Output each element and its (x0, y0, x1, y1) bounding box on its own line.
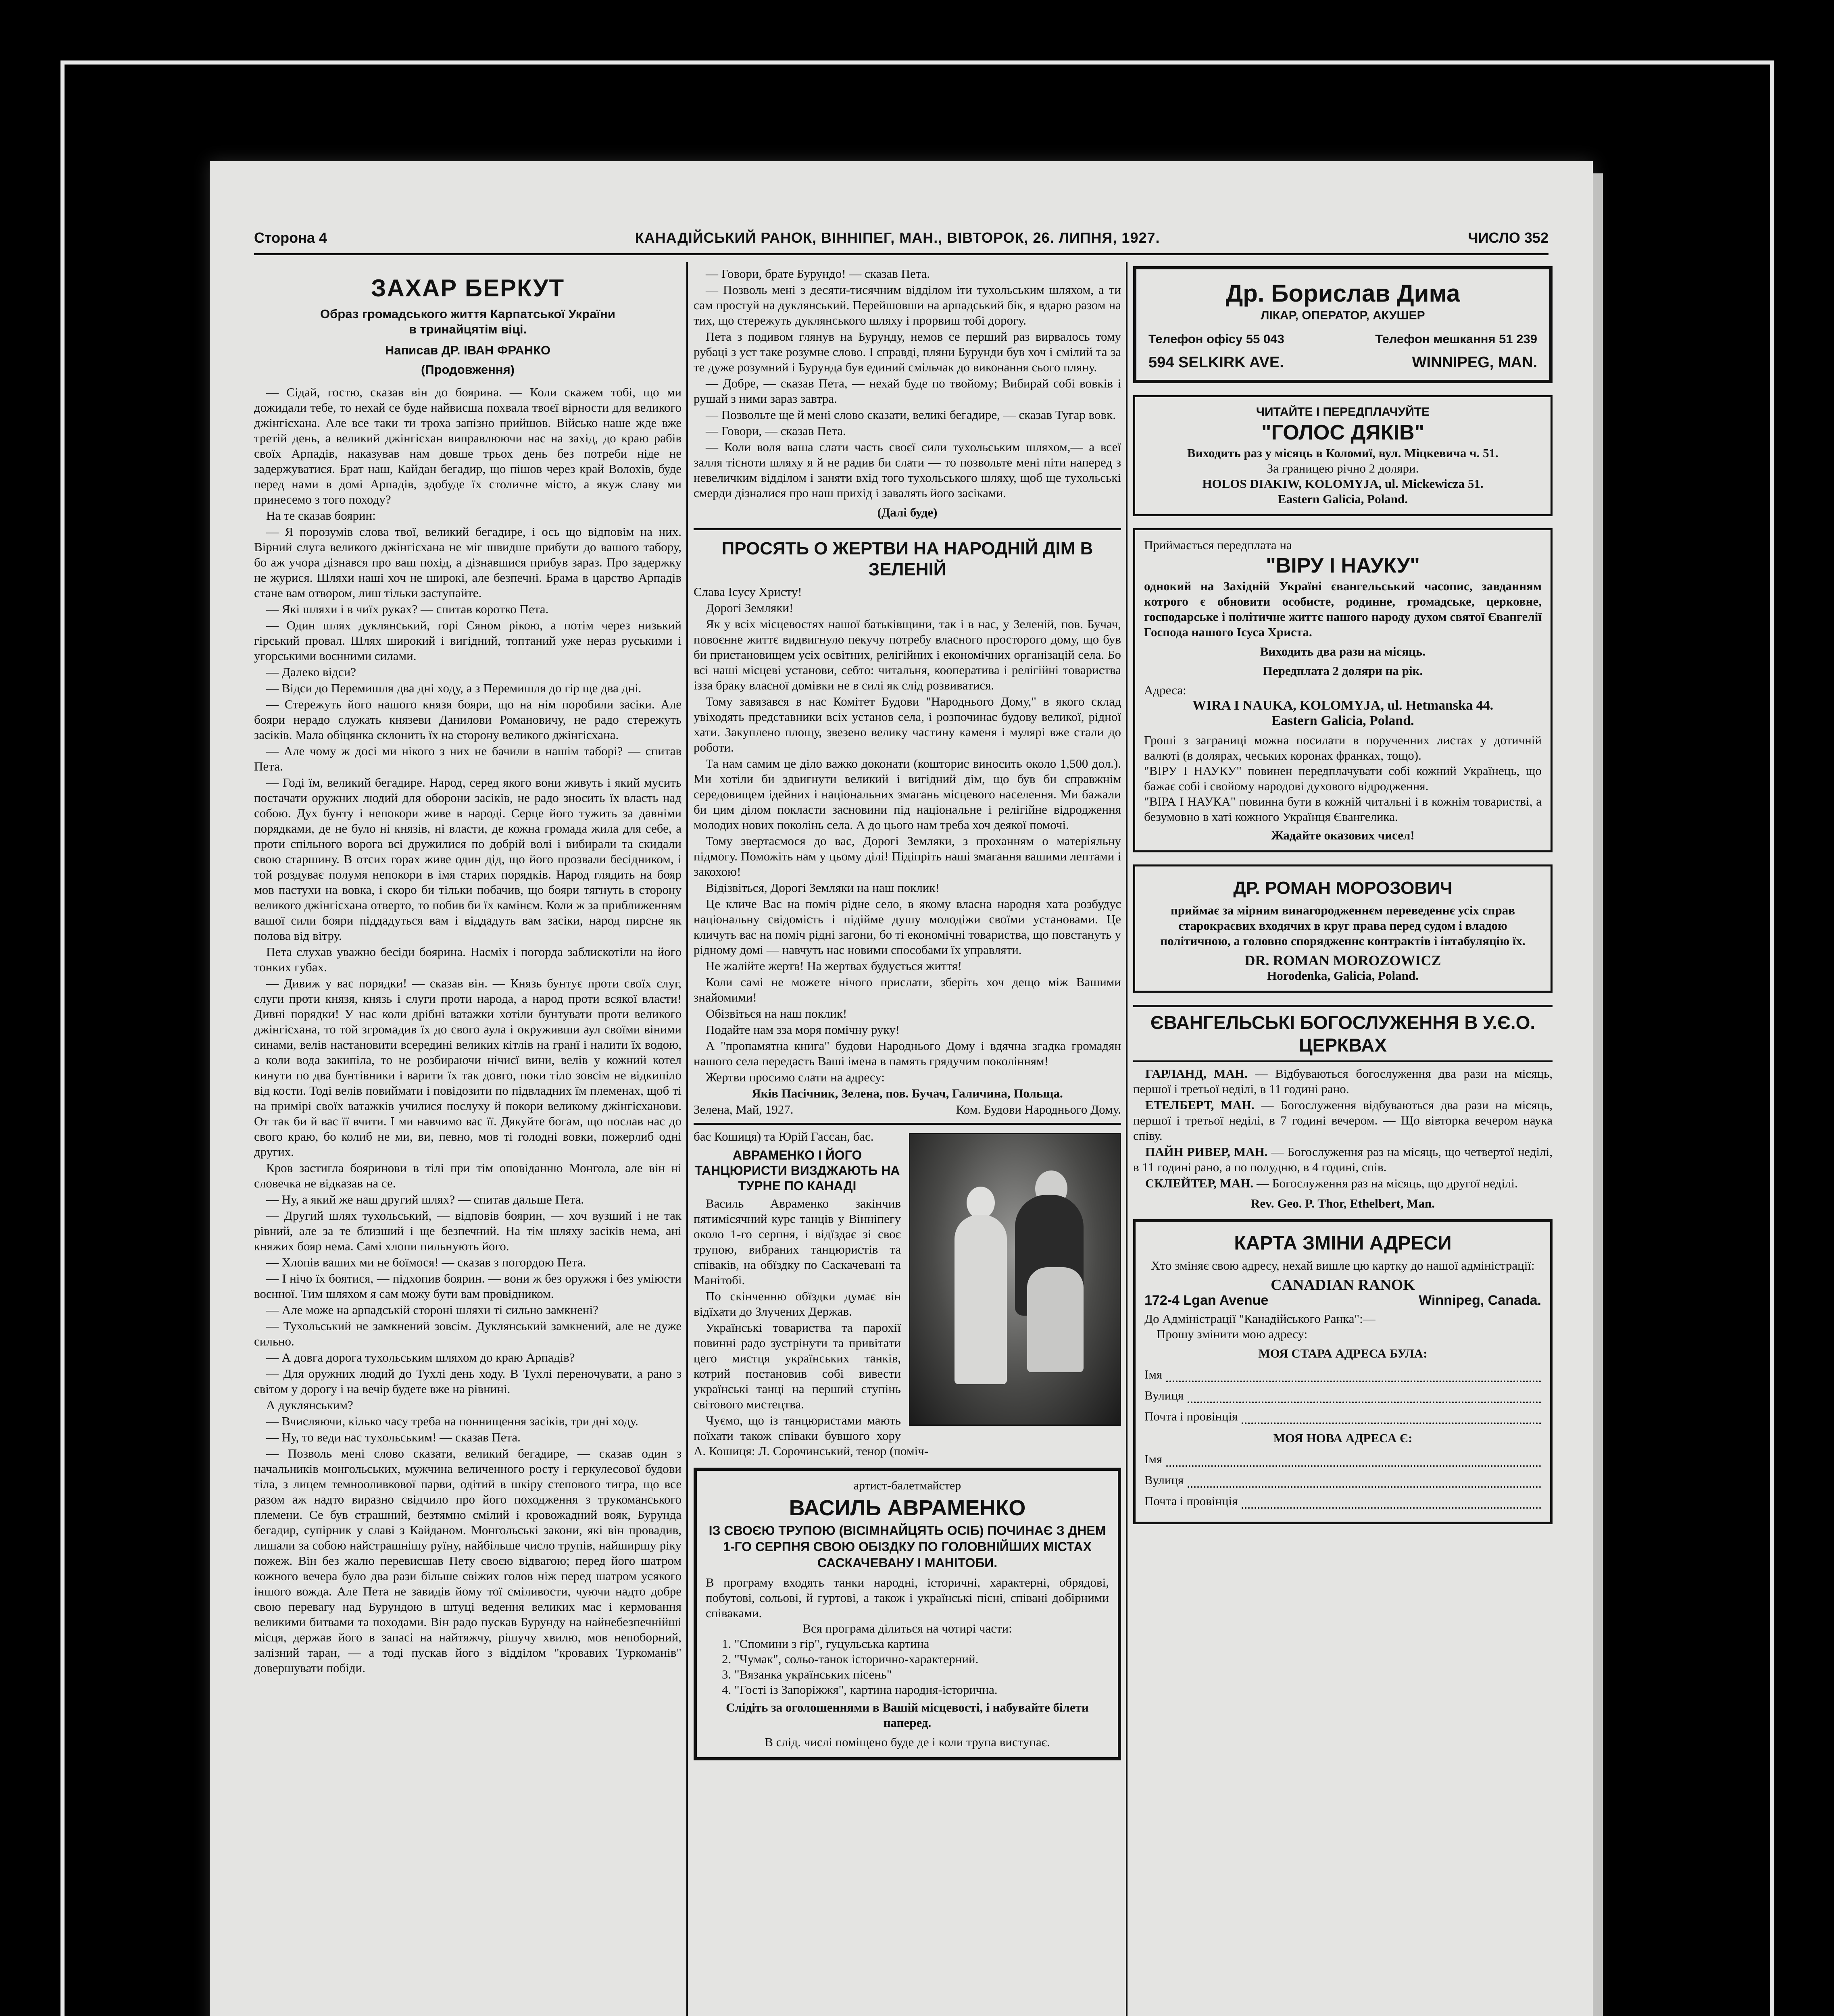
vira-title: "ВІРУ І НАУКУ" (1266, 554, 1420, 577)
lawyer-name: ДР. РОМАН МОРОЗОВИЧ (1233, 878, 1453, 898)
masthead-title: КАНАДІЙСЬКИЙ РАНОК, ВІННІПЕГ, МАН., ВІВТОРОК, 26. ЛИПНЯ, 1927. (635, 229, 1160, 246)
page-number: Сторона 4 (254, 229, 327, 246)
service-text: — Богослуження відбуваються два рази на місяць, першої і третьої неділі, в 7 годині вечером. — Що вівторка вечером наука співу. (1133, 1098, 1553, 1143)
appeal-body (694, 616, 1121, 1085)
paragraph: Подайте нам зза моря помічну руку! (706, 1023, 900, 1037)
dancers-photo (909, 1133, 1121, 1426)
program-part: 3. "Вязанка українських пісень" (722, 1667, 892, 1681)
vira-p3: "ВІРА І НАУКА" повинна бути в кожній читальні і в кожнім товаристві, а безумовно в хаті кожного Українця Євангелика. (1144, 794, 1542, 824)
new-name-field[interactable]: Імя (1144, 1452, 1541, 1467)
services-list (1133, 1066, 1553, 1191)
paragraph: Не жалійте жертв! На жертвах будується життя! (706, 959, 962, 973)
vira-freq: Виходить два рази на місяць. (1260, 644, 1426, 658)
to-be-continued: (Далі буде) (877, 505, 938, 519)
newspaper-page (210, 161, 1593, 2016)
paragraph: Чуємо, що із танцюристами мають поїхати також співаки бувшого хору А. Кошиця: Л. Сорочинський, тенор (поміч- (694, 1413, 929, 1458)
vira-p4: Жадайте оказових чисел! (1271, 828, 1415, 842)
new-address-title: МОЯ НОВА АДРЕСА Є: (1273, 1431, 1413, 1445)
paragraph: — Позволь мені з десяти-тисячним відділом іти тухольським шляхом, а ти сам простуй на дуклянський. Перейшовши на арпадський бік, я вдарю разом на тих, що стережуть дуклянського шляху і прорвиш тобі дорогу. (694, 283, 1121, 327)
avramenko-cont: бас Кошиця) та Юрій Гассан, бас. (694, 1129, 874, 1143)
column-1 (254, 266, 681, 2016)
service-place: СКЛЕЙТЕР, МАН. (1145, 1176, 1254, 1190)
old-post-field[interactable]: Почта і провінція (1144, 1409, 1541, 1424)
service-place: ГАРЛАНД, МАН. (1145, 1066, 1248, 1081)
address-card-intro: Хто зміняє свою адресу, нехай вишле цю картку до нашої адміністрації: (1151, 1258, 1535, 1272)
paragraph: — Ну, то веди нас тухольським! — сказав Пета. (266, 1430, 521, 1444)
appeal-committee: Ком. Будови Народнього Дому. (956, 1102, 1121, 1116)
doctor-address (1148, 355, 1537, 370)
paragraph: Кров застигла бояринови в тілі при тім оповіданню Монгола, але він ні словечка не відказав на се. (254, 1161, 681, 1190)
section-rule (694, 1123, 1121, 1125)
vira-addr1: WIRA I NAUKA, KOLOMYJA, ul. Hetmanska 44. (1192, 698, 1494, 713)
vira-lead: Приймається передплата на (1144, 538, 1292, 552)
paragraph: — Вчисляючи, кілько часу треба на поннищення засіків, три дні ходу. (266, 1414, 638, 1428)
address-card-to-admin: До Адміністрації "Канадійського Ранка":— (1144, 1312, 1376, 1326)
column-2 (694, 266, 1121, 1772)
paragraph: Та нам самим це діло важко доконати (кошторис виносить около 1,500 дол.). Ми хотіли би здвигнути великий і вигідний дім, що був би справжнім середовищем ідейних і національних змагань місцевого населення. Ми бажали би цим ділом покласти засновини під національне і релігійне відродження молодих нових поколінь села. А до цього нам треба хоч деякої помочі. (694, 756, 1121, 832)
lawyer-ad (1133, 864, 1553, 993)
avramenko-title: АВРАМЕНКО І ЙОГО ТАНЦЮРИСТИ ВИЗДЖАЮТЬ НА ТУРНЕ ПО КАНАДІ (694, 1148, 900, 1193)
program-part: 4. "Гості із Запоріжжя", картина народня-історична. (722, 1683, 998, 1697)
vira-addr2: Eastern Galicia, Poland. (1271, 713, 1414, 728)
paragraph: Українські товариства та парохії повинні радо зустрінути та привітати цего мистця українських танків, котрий постановив собі вивести українські танці на перший ступінь світового мистецтва. (694, 1320, 901, 1411)
paragraph: Пета з подивом глянув на Бурунду, немов се перший раз вирвалось тому рубаці з уст таке розумне слово. І справді, пляни Бурунди був хоч і смілий та за те дуже розумний і Бурунда був единий смільчак до виконання сього пляну. (694, 329, 1121, 374)
story-title: ЗАХАР БЕРКУТ (371, 275, 565, 302)
paragraph: — Які шляхи і в чиїх руках? — спитав коротко Пета. (266, 602, 549, 616)
old-street-field[interactable]: Вулиця (1144, 1388, 1541, 1403)
concert-name: ВАСИЛЬ АВРАМЕНКО (789, 1496, 1026, 1520)
paragraph: — Стережуть його нашого князя бояри, що на нім поробили засіки. Але бояри нерадо служать князеви Данилови Романовичу, не радо стережуть засіків. Мала обіцянка склонить їх на сторону великого джінгісхана. (254, 697, 681, 742)
appeal-date: Зелена, Май, 1927. (694, 1102, 794, 1116)
golos-lead: ЧИТАЙТЕ І ПЕРЕДПЛАЧУЙТЕ (1256, 405, 1430, 419)
vira-desc: однокий на Західній Україні євангельський часопис, завданням котрого є обновити особисте, родинне, громадське, церковне, господарське і політичне життє нашого народу духом святої Євангелії Господа нашого Ісуса Христа. (1144, 579, 1542, 639)
paragraph: Тому звертаємося до вас, Дорогі Земляки, з проханням о матеріяльну підмогу. Поможіть нам у цьому ділі! Підіпріть наші змагання вашими лептами і закохою! (694, 834, 1121, 879)
paragraph: По скінченню обїздки думає він відїхати до Злучених Держав. (694, 1289, 901, 1318)
paragraph: — Один шлях дуклянський, горі Сяном рікою, а потім через низький гірський провал. Шлях широкий і вигідний, топтаний уже нераз руськими і угорськими воєнними силами. (254, 618, 681, 663)
vira-p1: Гроші з заграниці можна посилати в порученних листах у дотичній валюті (в долярах, чеських коронах франках, тощо). (1144, 733, 1542, 762)
address-card-street: 172-4 Lgan Avenue (1144, 1293, 1269, 1308)
service-text: — Відбуваються богослуження два рази на місяць, першої і третьої неділі, в 11 годині рано. (1133, 1066, 1553, 1096)
service-text: — Богослуження раз на місяць, що другої неділі. (1256, 1176, 1518, 1190)
paragraph: — Далеко відси? (266, 665, 356, 679)
paragraph: — Відси до Перемишля два дні ходу, а з Перемишля до гір ще два дні. (266, 681, 642, 695)
paragraph: А дуклянським? (266, 1398, 353, 1412)
address-card-org: CANADIAN RANOK (1271, 1277, 1415, 1293)
paragraph: Василь Авраменко закінчив пятимісячний курс танців у Вінніпегу около 1-го серпня, і відїздає зі своє трупою, вибраних танцюристів та співаків, на обїздку по Саскачевані та Манітобі. (694, 1196, 901, 1287)
program-part: 1. "Спомини з гір", гуцульська картина (722, 1637, 930, 1651)
story-continued: (Продовження) (421, 362, 515, 377)
doctor-phone-office: Телефон офісу 55 043 (1148, 332, 1284, 346)
service-text: — Богослуження раз на місяць, що четвертої неділі, в 11 годині рано, а по полудню, в 4 годині, спів. (1133, 1145, 1553, 1174)
paragraph: — Другий шлях тухольський, — відповів боярин, — хоч вузший і не так рівний, але за те близший і ще безпечний. На тім шляху засіків нема, ані княжих бояр нема. Самі хлопи пильнують його. (254, 1208, 681, 1253)
vira-p2: "ВІРУ І НАУКУ" повинен передплачувати собі кожний Українець, що бажає собі і свойому народові духового відродження. (1144, 764, 1542, 793)
page-edge (1593, 173, 1603, 2016)
golos-ad (1133, 395, 1553, 516)
story-body-2 (694, 266, 1121, 501)
column-3 (1133, 266, 1553, 1536)
paragraph: Це кличе Вас на поміч рідне село, в якому власна народня хата розбудує національну свідомість і підійме душу молодіжи своїми установами. Це кличуть вас на поміч рідні загони, бо ті економічні товариства, що повстануть у рідному домі — навчуть нас новими способами їх управляти. (694, 897, 1121, 957)
paragraph: Відізвіться, Дорогі Земляки на наш поклик! (706, 881, 940, 895)
old-address-title: МОЯ СТАРА АДРЕСА БУЛА: (1258, 1346, 1428, 1360)
doctor-city: WINNIPEG, MAN. (1412, 354, 1537, 371)
paragraph: — Хлопів ваших ми не боїмося! — сказав з погордою Пета. (266, 1255, 586, 1269)
service-item (1133, 1176, 1553, 1191)
paragraph: — Добре, — сказав Пета, — нехай буде по твойому; Вибирай собі вовків і рушай з ними зараз завтра. (694, 376, 1121, 406)
concert-lead: ІЗ СВОЄЮ ТРУПОЮ (ВІСІМНАЙЦЯТЬ ОСІБ) ПОЧИНАЄ З ДНЕМ 1-ГО СЕРПНЯ СВОЮ ОБІЗДКУ ПО ГОЛОВНІЙШИХ МІСТАХ САСКАЧЕВАНУ І МАНІТОБИ. (709, 1523, 1106, 1570)
doctor-phone-home: Телефон мешкання 51 239 (1375, 332, 1537, 346)
golos-line3: HOLOS DIAKIW, KOLOMYJA, ul. Mickewicza 51. (1202, 477, 1484, 491)
lawyer-addr: Horodenka, Galicia, Poland. (1267, 968, 1419, 983)
doctor-name: Др. Борислав Дима (1225, 280, 1460, 307)
doctor-roles: ЛІКАР, ОПЕРАТОР, АКУШЕР (1261, 309, 1425, 322)
paragraph: — Позволь мені слово сказати, великий бегадире, — сказав один з начальників монгольських, мужчина величенного росту і геркулесової будови тіла, з лицем темнооливкової парви, одітий в шкіру степового тигра, що все разом аж надто виразно свідчило про його походження з трукоманського племени. Се був страшний, безтямно смілий і кровожадний вояк, Бурунда бегадир, супірник у славі з Кайданом. Монгольські закони, які він провадив, лишали за собою найстрашнішу руїну, найбільше число трупів, найширшу ріку пожеж. Він без жалю перевисшав Пету своєю відвагою; перед його шатром кожного вечера було два рази більше свіжих голов ніж перед шатром усякого іншого вожда. Але Пета не завидів йому тої сміливости, чуючи надто добре свою перевагу над Бурундою в штуці ведення великих мас і кермовання великими битвами та походами. Він радо пускав Бурунду на найнебезпечнійші місця, держав його в запасі на найтяжчу, рішучу хвилю, мов непоборний, залізний таран, — а тоді пускав його з відділом "кровавих Туркоманів" довершувати побіди. (254, 1446, 681, 1675)
paragraph: Як у всіх місцевостях нашої батьківщини, так і в нас, у Зеленій, пов. Бучач, повоєнне життє видвигнуло пекучу потребу власного просторого дому, що був би пристановищем усіх освітних, релігійних і економічних організацій села. Бо всі наші місцеві установи, себто: читальня, кооператива і релігійні товариства ізза браку власної домівки не в силі як слід розвиватися. (694, 617, 1121, 692)
lawyer-desc: приймає за мірним винагородженнєм переведеннє усіх справ старокраєвих входячих в круг права перед судом і владою політичною, а головно спорядженнє контрактів і інтабуляцію їх. (1160, 903, 1526, 948)
address-card-please: Прошу змінити мою адресу: (1157, 1327, 1308, 1341)
issue-number: ЧИСЛО 352 (1468, 229, 1548, 246)
old-name-field[interactable]: Імя (1144, 1367, 1541, 1382)
column-rule-2 (1126, 262, 1127, 2016)
service-item (1133, 1144, 1553, 1175)
concert-note: В слід. числі поміщено буде де і коли трупа виступає. (765, 1735, 1050, 1749)
column-rule-1 (686, 262, 688, 2016)
paragraph: — Але чому ж досі ми нікого з них не бачили в нашім таборі? — спитав Пета. (254, 744, 681, 773)
paragraph: — Позвольте ще й мені слово сказати, великі бегадире, — сказав Тугар вовк. (706, 408, 1116, 422)
story-subtitle-2: в тринайцятім віці. (408, 322, 527, 336)
paragraph: — Говори, — сказав Пета. (706, 424, 846, 438)
story-author: Написав ДР. ІВАН ФРАНКО (385, 343, 551, 357)
golos-line2: За границею річно 2 доляри. (1267, 461, 1419, 475)
service-item (1133, 1066, 1553, 1097)
section-rule (1133, 1005, 1553, 1007)
service-item (1133, 1098, 1553, 1143)
masthead (254, 226, 1548, 250)
appeal-sender: Яків Пасічник, Зелена, пов. Бучач, Галичина, Польща. (752, 1086, 1063, 1100)
address-card-addr (1144, 1293, 1541, 1308)
paragraph: — Для оружних людий до Тухлі день ходу. В Тухлі переночувати, а рано з світом у дорогу і на вечір будете вже на рівнині. (254, 1366, 681, 1396)
services-title: ЄВАНГЕЛЬСЬКІ БОГОСЛУЖЕННЯ В У.Є.О. ЦЕРКВАХ (1150, 1012, 1536, 1056)
golos-title: "ГОЛОС ДЯКІВ" (1261, 421, 1425, 444)
doctor-phones (1148, 331, 1537, 347)
new-post-field[interactable]: Почта і провінція (1144, 1493, 1541, 1509)
concert-parts (706, 1636, 1109, 1697)
story-body-1 (254, 385, 681, 1676)
appeal-title: ПРОСЯТЬ О ЖЕРТВИ НА НАРОДНІЙ ДІМ В ЗЕЛЕНІЙ (721, 539, 1093, 579)
paragraph: Коли самі не можете нічого прислати, зберіть хоч дещо між Вашими знайомими! (694, 975, 1121, 1004)
service-place: ПАЙН РИВЕР, МАН. (1145, 1145, 1268, 1159)
appeal-greeting-2: Дорогі Земляки! (706, 601, 794, 615)
vira-ad (1133, 528, 1553, 852)
appeal-greeting-1: Слава Ісусу Христу! (694, 585, 802, 599)
vira-price: Передплата 2 доляри на рік. (1263, 664, 1423, 678)
paragraph: — А довга дорога тухольським шляхом до краю Арпадів? (266, 1350, 575, 1364)
paragraph: — Говори, брате Бурундо! — сказав Пета. (706, 267, 930, 281)
concert-tagline: артист-балетмайстер (853, 1479, 961, 1492)
golos-line1: Виходить раз у місяць в Коломиї, вул. Міцкевича ч. 51. (1187, 446, 1498, 460)
service-place: ЕТЕЛБЕРТ, МАН. (1145, 1098, 1255, 1112)
paragraph: Тому завязався в нас Комітет Будови "Народнього Дому," в якого склад увіходять представники всіх установ села, і розпочинає будову великої, рідної хати. Закуплено площу, звезено велику частину каменя і мулярі вже стали до роботи. (694, 694, 1121, 754)
services-signature: Rev. Geo. P. Thor, Ethelbert, Man. (1250, 1196, 1435, 1210)
paragraph: — Коли воля ваша слати часть своєї сили тухольським шляхом,— а всеї залля тісноти шляху я й не радив би слати — то позвольте мені піти наперед з невеличким відділом і заняти вхід того тухольського шляху, щоб ще тухольські смерди дізналися про наш прихід і завалять його засіками. (694, 440, 1121, 500)
paragraph: Пета слухав уважно бесіди боярина. Насміх і погорда заблискотіли на його тонких губах. (254, 945, 681, 974)
avramenko-article (694, 1129, 1121, 1460)
paragraph: А "пропамятна книга" будови Народнього Дому і вдячна згадка громадян нашого села передасть Ваші імена в память грядучим поколінням! (694, 1039, 1121, 1068)
golos-line4: Eastern Galicia, Poland. (1278, 492, 1408, 506)
concert-call: Слідіть за оголошеннями в Вашій місцевості, і набувайте білети наперед. (726, 1700, 1089, 1730)
masthead-rule (254, 253, 1548, 255)
concert-program: В програму входять танки народні, історичні, характерні, обрядові, побутові, сольові, й гуртові, а також і українські пісні, співані добірними співаками. (706, 1575, 1109, 1620)
appeal-footer (694, 1102, 1121, 1117)
paragraph: — Я порозумів слова твої, великий бегадире, і ось що відповім на них. Вірний слуга великого джінгісхана не міг швидше прибути до вашого табору, бо аж учора дізнався про ваш похід, а дізнавшися прибув зараз. Про задержку не журися. Шляхи наші хоч не широкі, але безпечні. Брама в царство Арпадів стане вам отвором, лиш тільки заступайте. (254, 525, 681, 600)
paragraph: Жертви просимо слати на адресу: (706, 1070, 885, 1084)
paragraph: Обізвіться на наш поклик! (706, 1006, 847, 1020)
paragraph: — Годі їм, великий бегадире. Народ, серед якого вони живуть і який мусить постачати оружних людий для оборони засіків, не радо зносить їх власть над собою. Дух бунту і непокори живе в народі. Серце його тужить за давніми порядками, де не було ні князів, ні власти, де кожна громада жила для себе, а проти спільного ворога всі дружилися по добрій волі і вибирали та скидали свою старшину. В отсих горах живе один дід, що його прозвали бесідником, і той роздуває полумя непокори в імя старих порядків. Народ глядить на бояр мов пастухи на вовка, і скоро би тільки побачив, що бояри тягнуть в сторону великого джінгісхана отверто, то побив би їх камінєм. Коли ж за приближенням вашої сили бояри піддадуться вам і віддадуть вам засіки, народ пирсне як полова від вітру. (254, 775, 681, 943)
paragraph: — Але може на арпадській стороні шляхи ті сильно замкнені? (266, 1303, 598, 1317)
concert-parts-intro: Вся програма ділиться на чотирі части: (802, 1621, 1012, 1635)
address-card-city: Winnipeg, Canada. (1419, 1293, 1541, 1308)
paragraph: — І нічо їх боятися, — підхопив боярин. — вони ж без оружжя і без уміюсти воєнної. Тим шляхом я сам можу бути вам провідником. (254, 1271, 681, 1301)
paragraph: — Ну, а який же наш другий шлях? — спитав дальше Пета. (266, 1192, 584, 1206)
address-card (1133, 1219, 1553, 1524)
concert-ad (694, 1468, 1121, 1760)
doctor-street: 594 SELKIRK AVE. (1148, 354, 1284, 371)
section-rule (1133, 1060, 1553, 1062)
address-card-title: КАРТА ЗМІНИ АДРЕСИ (1234, 1233, 1452, 1254)
paragraph: — Дивиж у вас порядки! — сказав він. — Князь бунтує проти своїх слуг, слуги проти князя, князь і слуги проти народа, а народ проти всякої власти! Дивні порядки! У нас коли дрібні ватажки хотіли бунтувати проти великого джінгісхана, то той згромадив їх до свого аула і окруживши аул своїми віними синами, велів настановити всередині великих кітлів на гранї і налити їх водою, а коли вода закипіла, то не розбираючи нічиєї вини, велів у кожний котел кинути по два бунтівники і варити їх так довго, поки тіло зовсім не відкипіло від кости. Тоді велів повиймати і повідозити по підвладних їм племенах, щоб ті на примірі своїх ватажків училися послуху й покори великому джінгісханови. От так би й вас її вчити. І ми навчимо вас її. Дякуйте богам, що послав нас до свого краю, бо колиб не ми, ви, певно, мов ті голодні вовки, пожерлиб одні других. (254, 976, 681, 1159)
paragraph: — Сідай, гостю, сказав він до боярина. — Коли скажем тобі, що ми дожидали тебе, то нехай се буде найвисша похвала твоєї вірности для великого джінгісхана. Але все таки ти троха запізно прийшов. Військо наше жде вже третій день, а великий джінгісхан виправлюючи нас на захід, до краю рабів своїх Арпадів, наказував нам довше трьох день без потреби ніде не задержуватися. Брат наш, Кайдан бегадир, що пішов через край Волохів, буде перед нами в домі Арпадів, здобуде їх столичне місто, а якуж славу ми принесемо з того походу? (254, 385, 681, 506)
new-street-field[interactable]: Вулиця (1144, 1472, 1541, 1488)
story-subtitle-1: Образ громадського життя Карпатської України (320, 307, 615, 321)
paragraph: На те сказав боярин: (266, 508, 376, 523)
lawyer-latin: DR. ROMAN MOROZOWICZ (1244, 952, 1441, 968)
vira-addr-label: Адреса: (1144, 683, 1186, 697)
section-rule (694, 528, 1121, 530)
program-part: 2. "Чумак", сольо-танок історично-характерний. (722, 1652, 979, 1666)
doctor-ad (1133, 266, 1553, 383)
paragraph: — Тухольський не замкнений зовсім. Дуклянський замкнений, але не дуже сильно. (254, 1319, 681, 1348)
